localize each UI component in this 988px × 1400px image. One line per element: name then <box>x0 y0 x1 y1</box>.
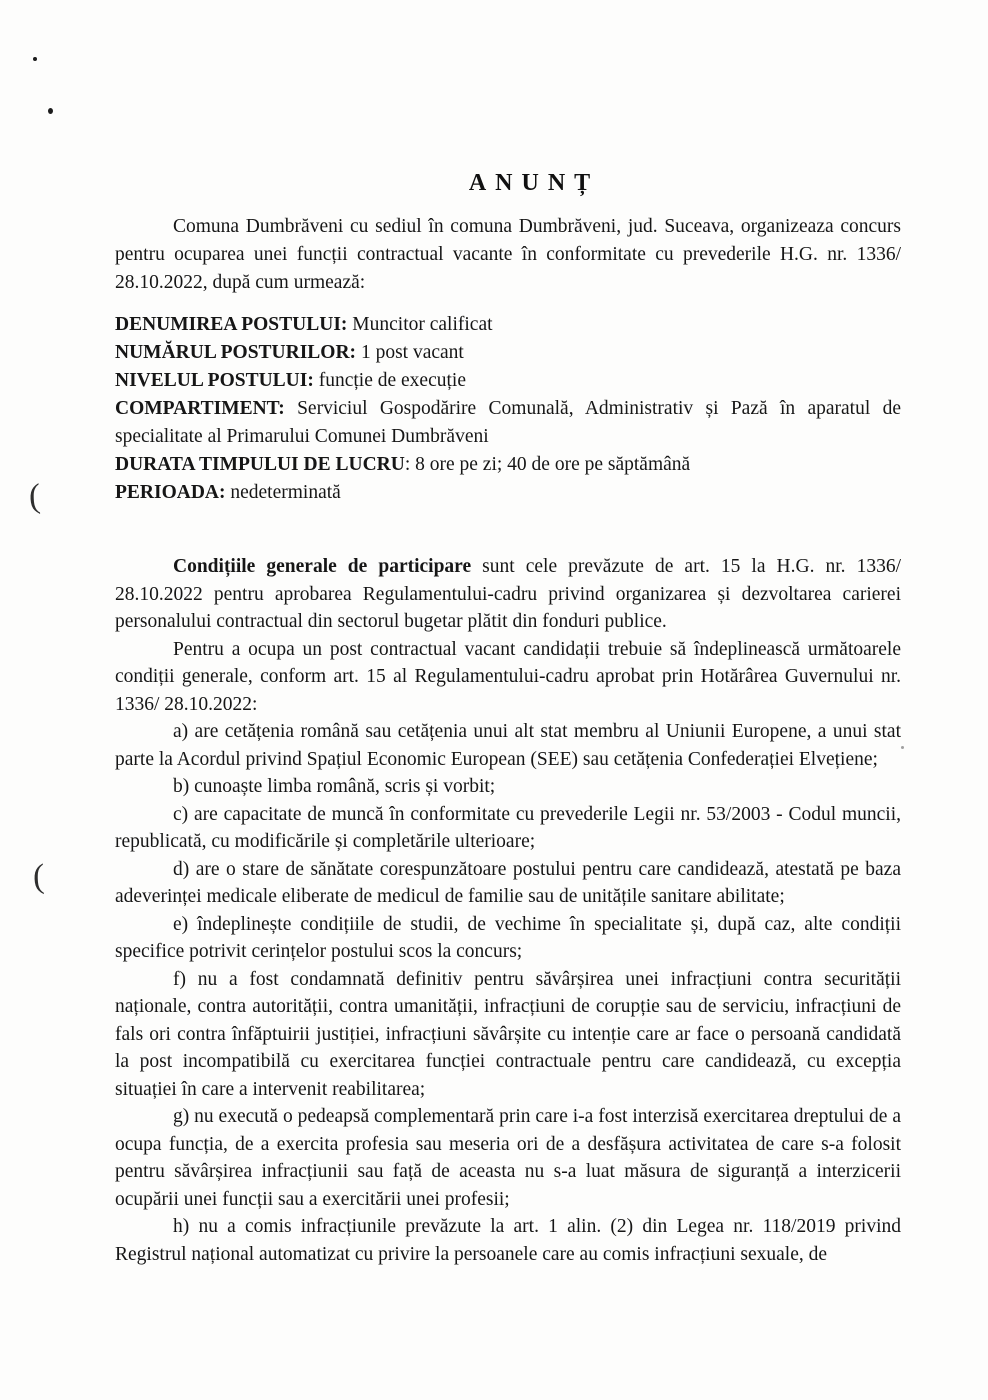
job-detail-label: DURATA TIMPULUI DE LUCRU <box>115 454 405 475</box>
condition-item-b: b) cunoaște limba română, scris și vorbit; <box>173 776 496 797</box>
job-detail-label: PERIOADA: <box>115 482 226 503</box>
condition-item-g: g) nu execută o pedeapsă complementară prin care i-a fost interzisă exercitarea dreptului de a ocupa funcția, de a exercita profesia sau meseria ori de a desfășura activitatea de care s-a folosit pentru săvârșirea infracțiunii sau față de aceasta nu s-a luat măsura de siguranță a interzicerii ocupării unei funcții sau a exercitării unei profesii; <box>115 1106 901 1210</box>
job-detail-value: 1 post vacant <box>356 342 464 363</box>
condition-item-c: c) are capacitate de muncă în conformitate cu prevederile Legii nr. 53/2003 - Codul muncii, republicată, cu modificările și completările ulterioare; <box>115 803 901 852</box>
job-detail-value: Muncitor calificat <box>347 314 493 335</box>
intro-paragraph: Comuna Dumbrăveni cu sediul în comuna Dumbrăveni, jud. Suceava, organizeaza concurs pentru ocuparea unei funcții contractual vacante în conformitate cu prevederile H.G. nr. 1336/ 28.10.2022, după cum urmează: <box>115 216 901 293</box>
job-detail-value: nedeterminată <box>225 482 341 503</box>
scan-speck-3 <box>901 746 904 749</box>
document-title: ANUNȚ <box>468 170 600 196</box>
job-detail-label: NUMĂRUL POSTURILOR: <box>115 342 357 363</box>
handwritten-paren-mark-1: ( <box>28 477 42 516</box>
condition-item-f: f) nu a fost condamnată definitiv pentru săvârșirea unei infracțiuni contra securității naționale, contra autorității, contra umanității, infracțiuni de corupție sau de serviciu, infracțiuni de fals ori contra înfăptuirii justiției, infracțiuni săvârșite cu intenție care ar face o persoană candidată la post incompatibilă cu exercitarea funcției contractuale pentru care candidează, cu excepția situației în care a intervenit reabilitarea; <box>115 968 901 1100</box>
general-conditions-lead-bold: Condițiile generale de participare <box>173 556 472 577</box>
job-detail-label: DENUMIREA POSTULUI: <box>115 314 348 335</box>
job-detail-label: NIVELUL POSTULUI: <box>115 370 314 391</box>
job-detail-value: : 8 ore pe zi; 40 de ore pe săptămână <box>404 454 691 475</box>
job-detail-durata-timpului-de-lucru <box>115 451 901 479</box>
condition-item-d: d) are o stare de sănătate corespunzătoare postului pentru care candidează, atestată pe baza adeverinței medicale eliberate de medicul de familie sau de unitățile sanitare abilitate; <box>115 858 901 907</box>
job-detail-numarul-posturilor <box>115 339 901 367</box>
job-details-section <box>115 311 901 507</box>
general-conditions-lead-rest: sunt cele prevăzute de art. 15 la H.G. nr. 1336/ 28.10.2022 pentru aprobarea Regulamentului-cadru privind organizarea și dezvoltarea carierei personalului contractual din sectorul bugetar plătit din fonduri publice. <box>115 556 902 632</box>
general-conditions-second-paragraph: Pentru a ocupa un post contractual vacant candidații trebuie să îndeplinească următoarele condiții generale, conform art. 15 al Regulamentului-cadru aprobat prin Hotărârea Guvernului nr. 1336/ 28.10.2022: <box>115 638 901 715</box>
general-conditions-lead-paragraph <box>115 553 901 636</box>
document-content <box>115 0 901 1268</box>
handwritten-paren-mark-2: ( <box>32 857 45 896</box>
general-conditions-section <box>115 553 901 1268</box>
condition-item-h: h) nu a comis infracțiunile prevăzute la art. 1 alin. (2) din Legea nr. 118/2019 privind Registrul național automatizat cu privire la persoanele care au comis infracțiuni sexuale, de <box>115 1216 901 1265</box>
job-detail-denumirea-postului <box>115 311 901 339</box>
condition-item-e: e) îndeplinește condițiile de studii, de vechime în specialitate și, după caz, alte condiții specifice potrivit cerințelor postului scos la concurs; <box>115 913 901 962</box>
condition-item-a: a) are cetățenia română sau cetățenia unui alt stat membru al Uniunii Europene, a unui stat parte la Acordul privind Spațiul Economic European (SEE) sau cetățenia Confederației Elvețiene; <box>115 721 901 770</box>
scan-speck-1 <box>33 57 37 61</box>
job-detail-value: funcție de execuție <box>313 370 466 391</box>
job-detail-label: COMPARTIMENT: <box>115 398 285 419</box>
job-detail-perioada <box>115 479 901 507</box>
job-detail-nivelul-postului <box>115 367 901 395</box>
section-gap <box>115 507 901 553</box>
job-detail-value: Serviciul Gospodărire Comunală, Administrativ și Pază în aparatul de specialitate al Primarului Comunei Dumbrăveni <box>115 398 901 447</box>
job-detail-compartiment <box>115 395 901 451</box>
scan-speck-2 <box>48 108 53 114</box>
